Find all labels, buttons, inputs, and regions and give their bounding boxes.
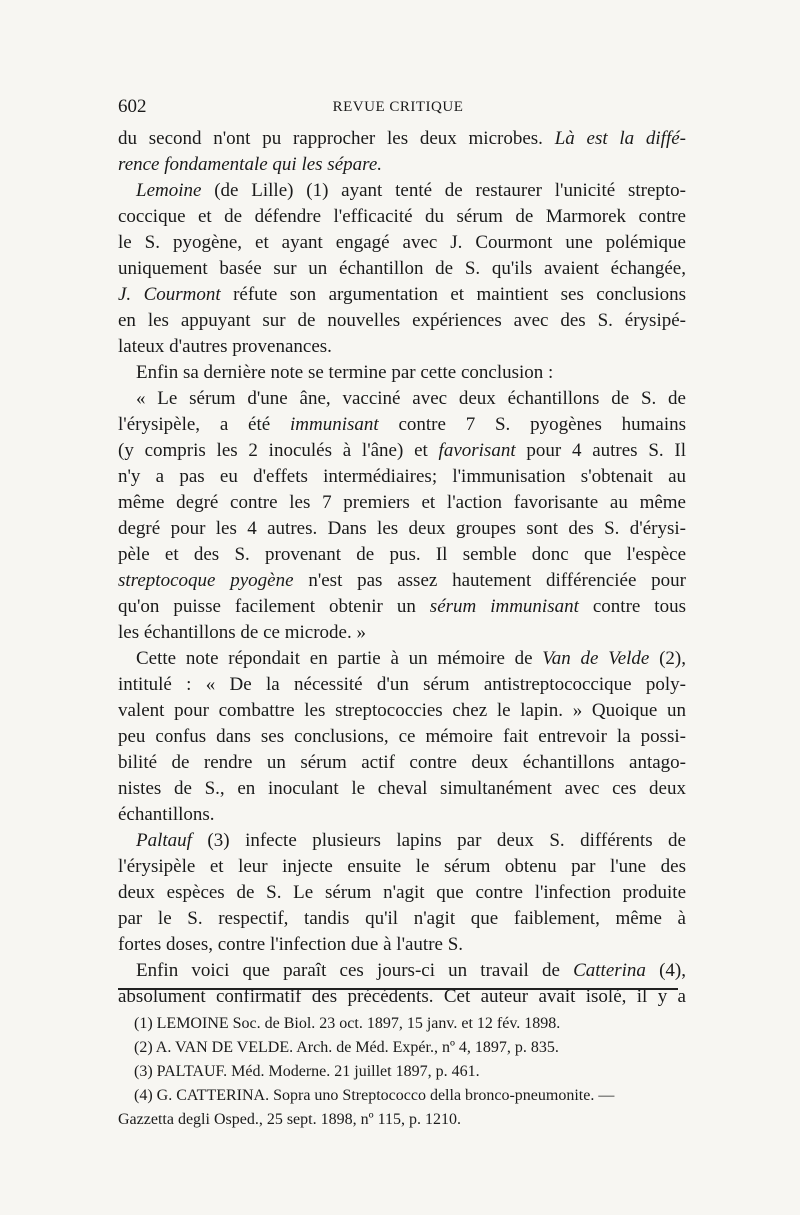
text-segment: échantillons. bbox=[118, 804, 215, 825]
body-line bbox=[118, 334, 686, 360]
text-segment: les échantillons de ce microde. » bbox=[118, 622, 366, 643]
body-line bbox=[118, 516, 686, 542]
body-line bbox=[118, 152, 686, 178]
footnote-line: (1) LEMOINE Soc. de Biol. 23 oct. 1897, 15 janv. et 12 fév. 1898. bbox=[134, 1015, 561, 1032]
text-segment: « Le sérum d'une âne, vacciné avec deux échantillons de S. de bbox=[136, 388, 686, 409]
body-line bbox=[118, 776, 686, 802]
body-line bbox=[118, 256, 686, 282]
body-line bbox=[118, 308, 686, 334]
text-segment: n'est pas assez hautement différenciée pour bbox=[293, 570, 686, 591]
text-segment: nistes de S., en inoculant le cheval simultanément avec ces deux bbox=[118, 778, 686, 799]
body-line bbox=[118, 802, 686, 828]
body-line bbox=[118, 126, 686, 152]
body-line bbox=[118, 542, 686, 568]
text-segment: contre 7 S. pyogènes humains bbox=[378, 414, 687, 435]
text-segment: le S. pyogène, et ayant engagé avec J. Courmont une polémique bbox=[118, 232, 686, 253]
italic-text: Là est la diffé- bbox=[554, 128, 686, 149]
text-segment: Enfin sa dernière note se termine par cette conclusion : bbox=[136, 362, 554, 383]
text-segment: n'y a pas eu d'effets intermédiaires; l'immunisation s'obtenait au bbox=[118, 466, 686, 487]
text-segment: Cette note répondait en partie à un mémoire de bbox=[136, 648, 543, 669]
body-line bbox=[118, 178, 686, 204]
body-line bbox=[118, 672, 686, 698]
text-segment: coccique et de défendre l'efficacité du sérum de Marmorek contre bbox=[118, 206, 686, 227]
body-line bbox=[118, 828, 686, 854]
body-text bbox=[118, 126, 686, 1010]
text-segment: l'érysipèle et leur injecte ensuite le sérum obtenu par l'une des bbox=[118, 856, 686, 877]
body-line bbox=[118, 958, 686, 984]
text-segment: Enfin voici que paraît ces jours-ci un travail de bbox=[136, 960, 574, 981]
body-line bbox=[118, 412, 686, 438]
italic-text: Paltauf bbox=[136, 830, 192, 851]
body-line bbox=[118, 230, 686, 256]
page-header bbox=[118, 96, 678, 122]
body-line bbox=[118, 724, 686, 750]
footnote-line: (3) PALTAUF. Méd. Moderne. 21 juillet 1897, p. 461. bbox=[134, 1063, 480, 1080]
body-line bbox=[118, 854, 686, 880]
text-segment: pour 4 autres S. Il bbox=[515, 440, 686, 461]
text-segment: du second n'ont pu rapprocher les deux microbes. bbox=[118, 128, 555, 149]
text-segment: uniquement basée sur un échantillon de S. qu'ils avaient échangée, bbox=[118, 258, 686, 279]
body-line bbox=[118, 282, 686, 308]
text-segment: lateux d'autres provenances. bbox=[118, 336, 332, 357]
text-segment: intitulé : « De la nécessité d'un sérum antistreptococcique poly- bbox=[118, 674, 686, 695]
text-segment: par le S. respectif, tandis qu'il n'agit que faiblement, même à bbox=[118, 908, 686, 929]
text-segment: (de Lille) (1) ayant tenté de restaurer l'unicité strepto- bbox=[201, 180, 686, 201]
text-segment: deux espèces de S. Le sérum n'agit que contre l'infection produite bbox=[118, 882, 686, 903]
footnotes bbox=[118, 1012, 686, 1132]
body-line bbox=[118, 568, 686, 594]
body-line bbox=[118, 386, 686, 412]
text-segment: pèle et des S. provenant de pus. Il semble donc que l'espèce bbox=[118, 544, 686, 565]
text-segment: en les appuyant sur de nouvelles expériences avec des S. érysipé- bbox=[118, 310, 686, 331]
running-title: REVUE CRITIQUE bbox=[332, 99, 464, 115]
text-segment: (4), bbox=[645, 960, 687, 981]
text-segment: contre tous bbox=[578, 596, 686, 617]
body-line bbox=[118, 932, 686, 958]
footnote-rule bbox=[118, 988, 678, 990]
italic-text: J. Courmont bbox=[118, 284, 221, 305]
text-segment: valent pour combattre les streptococcies chez le lapin. » Quoique un bbox=[118, 700, 686, 721]
text-segment: bilité de rendre un sérum actif contre deux échantillons antago- bbox=[118, 752, 686, 773]
text-segment: (y compris les 2 inoculés à l'âne) et bbox=[118, 440, 439, 461]
italic-text: Lemoine bbox=[136, 180, 202, 201]
footnote-line: Gazzetta degli Osped., 25 sept. 1898, nº 115, p. 1210. bbox=[118, 1111, 461, 1128]
body-line bbox=[118, 464, 686, 490]
italic-text: rence fondamentale qui les sépare. bbox=[118, 154, 382, 175]
italic-text: immunisant bbox=[289, 414, 379, 435]
text-segment: réfute son argumentation et maintient ses conclusions bbox=[220, 284, 686, 305]
text-segment: l'érysipèle, a été bbox=[118, 414, 290, 435]
body-line bbox=[118, 490, 686, 516]
text-segment: degré pour les 4 autres. Dans les deux groupes sont des S. d'érysi- bbox=[118, 518, 686, 539]
italic-text: Van de Velde bbox=[542, 648, 650, 669]
body-line bbox=[118, 620, 686, 646]
body-line bbox=[118, 360, 686, 386]
text-segment: même degré contre les 7 premiers et l'action favorisante au même bbox=[118, 492, 686, 513]
italic-text: streptocoque pyogène bbox=[118, 570, 294, 591]
body-line bbox=[118, 594, 686, 620]
body-line bbox=[118, 438, 686, 464]
italic-text: Catterina bbox=[573, 960, 646, 981]
italic-text: favorisant bbox=[438, 440, 516, 461]
text-segment: (3) infecte plusieurs lapins par deux S. différents de bbox=[191, 830, 686, 851]
text-segment: (2), bbox=[649, 648, 687, 669]
text-segment: peu confus dans ses conclusions, ce mémoire fait entrevoir la possi- bbox=[118, 726, 686, 747]
body-line bbox=[118, 880, 686, 906]
footnote-line: (2) A. VAN DE VELDE. Arch. de Méd. Expér., nº 4, 1897, p. 835. bbox=[134, 1039, 559, 1056]
body-line bbox=[118, 646, 686, 672]
page-number: 602 bbox=[118, 96, 147, 117]
italic-text: sérum immunisant bbox=[429, 596, 579, 617]
text-segment: absolument confirmatif des précédents. Cet auteur avait isolé, il y a bbox=[118, 986, 686, 1007]
text-segment: qu'on puisse facilement obtenir un bbox=[118, 596, 430, 617]
text-segment: fortes doses, contre l'infection due à l'autre S. bbox=[118, 934, 464, 955]
footnote-line: (4) G. CATTERINA. Sopra uno Streptococco della bronco-pneumonite. — bbox=[134, 1087, 615, 1104]
body-line bbox=[118, 204, 686, 230]
body-line bbox=[118, 906, 686, 932]
body-line bbox=[118, 698, 686, 724]
body-line bbox=[118, 750, 686, 776]
